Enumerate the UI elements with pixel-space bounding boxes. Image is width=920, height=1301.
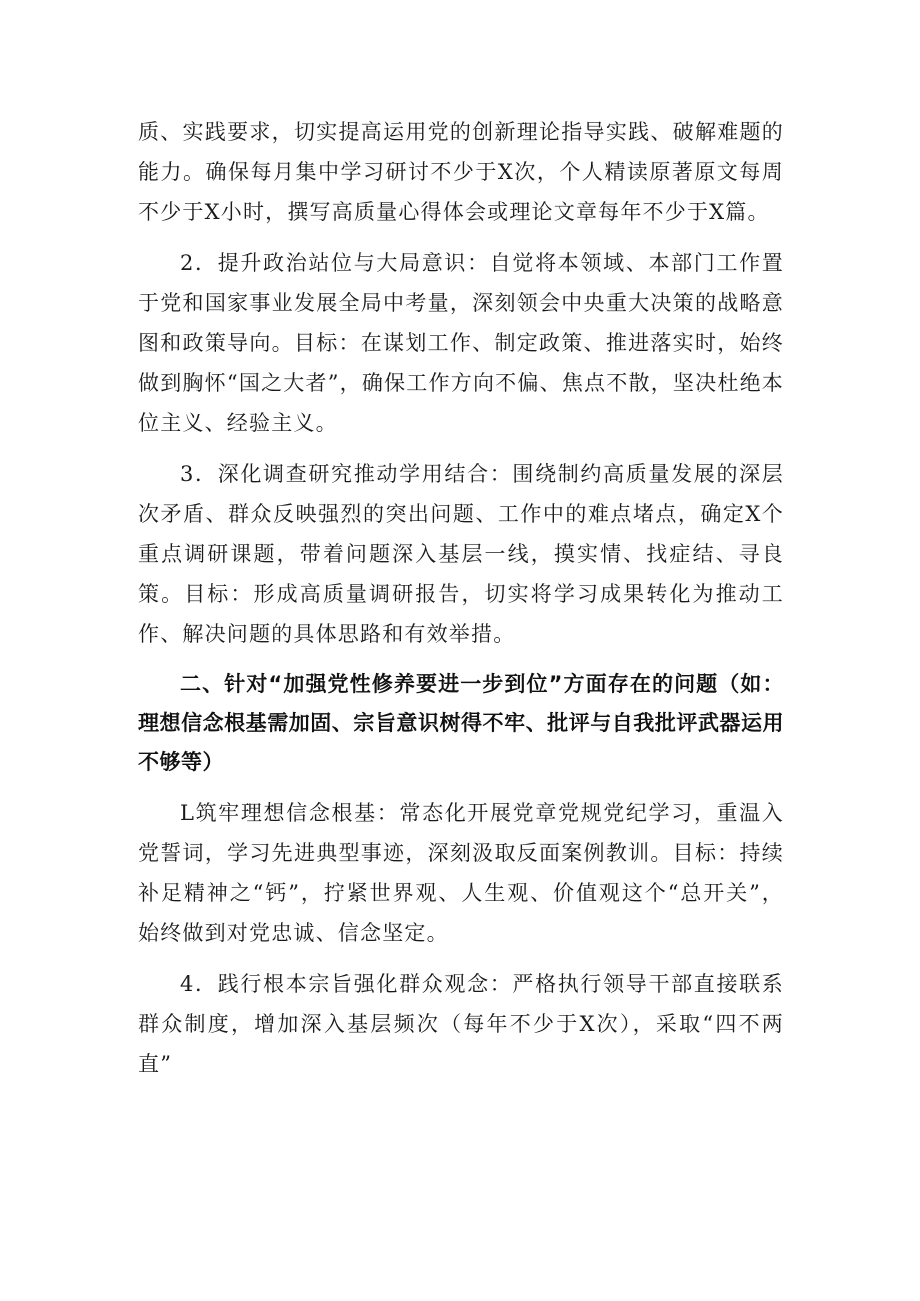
document-body	[138, 112, 784, 1084]
section-heading-party-spirit: 二、针对“加强党性修养要进一步到位”方面存在的问题（如：理想信念根基需加固、宗旨意识树得不牢、批评与自我批评武器运用不够等）	[138, 672, 784, 774]
paragraph-study-requirements: 质、实践要求，切实提高运用党的创新理论指导实践、破解难题的能力。确保每月集中学习研讨不少于X次，个人精读原著原文每周不少于X小时，撰写高质量心得体会或理论文章每年不少于X篇。	[138, 120, 784, 224]
paragraph-political-stance: 2．提升政治站位与大局意识：自觉将本领域、本部门工作置于党和国家事业发展全局中考量，深刻领会中央重大决策的战略意图和政策导向。目标：在谋划工作、制定政策、推进落实时，始终做到胸怀“国之大者”，确保工作方向不偏、焦点不散，坚决杜绝本位主义、经验主义。	[138, 251, 784, 435]
paragraph-research: 3．深化调查研究推动学用结合：围绕制约高质量发展的深层次矛盾、群众反映强烈的突出问题、工作中的难点堵点，确定X个重点调研课题，带着问题深入基层一线，摸实情、找症结、寻良策。目标：形成高质量调研报告，切实将学习成果转化为推动工作、解决问题的具体思路和有效举措。	[138, 462, 784, 646]
paragraph-ideals-faith: L筑牢理想信念根基：常态化开展党章党规党纪学习，重温入党誓词，学习先进典型事迹，深刻汲取反面案例教训。目标：持续补足精神之“钙”，拧紧世界观、人生观、价值观这个“总开关”，始终做到对党忠诚、信念坚定。	[138, 801, 784, 945]
paragraph-mass-line: 4．践行根本宗旨强化群众观念：严格执行领导干部直接联系群众制度，增加深入基层频次（每年不少于X次），采取“四不两直”	[138, 972, 784, 1076]
